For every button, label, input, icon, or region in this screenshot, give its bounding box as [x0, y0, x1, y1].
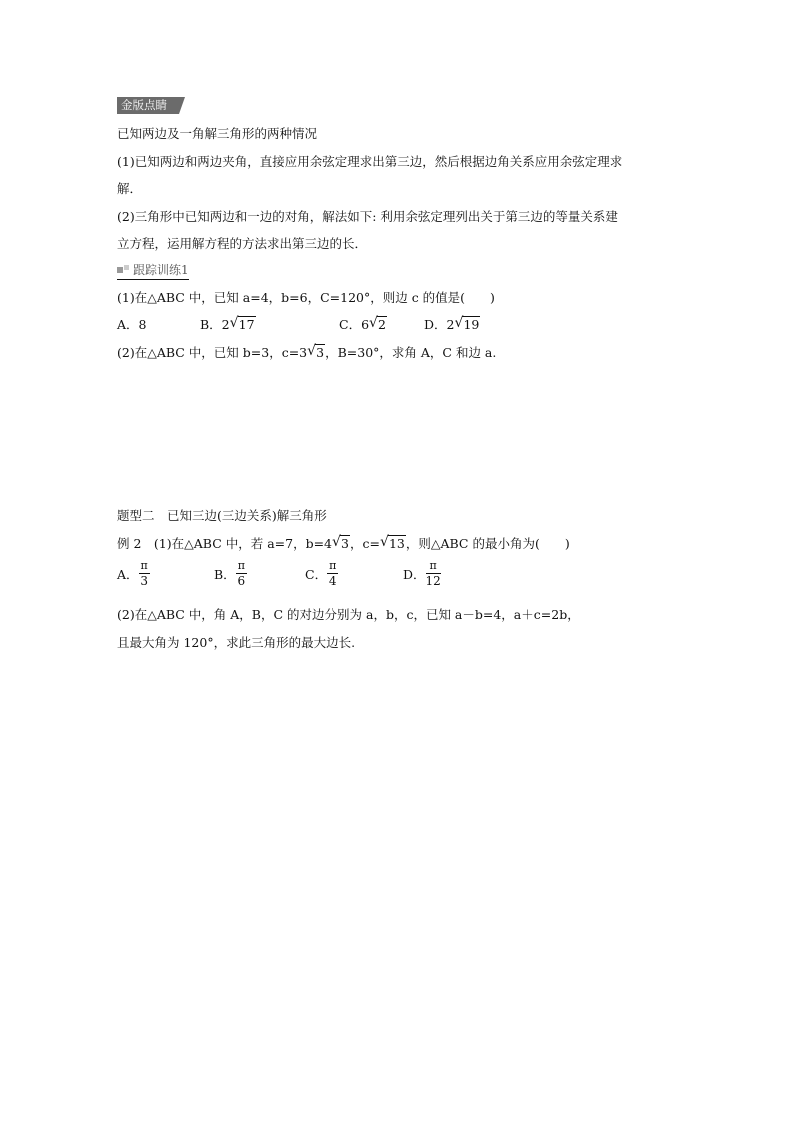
denominator: 12	[425, 574, 441, 588]
numerator: π	[237, 559, 245, 572]
ex-radicand-1: 3	[341, 536, 349, 551]
option-label: C．	[305, 567, 328, 582]
option-c	[339, 315, 387, 333]
type2-option-c	[305, 559, 338, 589]
option-label: A．	[117, 567, 139, 582]
type2-heading: 题型二 已知三边(三边关系)解三角形	[117, 508, 327, 523]
square-small-icon	[124, 265, 129, 270]
fraction	[426, 559, 441, 589]
option-b	[200, 315, 256, 333]
numerator: π	[329, 559, 337, 572]
option-b-radicand: 17	[238, 317, 255, 332]
section-badge: 金版点睛	[117, 97, 179, 114]
option-label: B．	[214, 567, 236, 582]
option-c-prefix: C．6	[339, 317, 370, 332]
type2-question-2-line-1: (2)在△ABC 中，角 A，B，C 的对边分别为 a，b，c，已知 a－b=4，a＋c=2b，	[117, 607, 580, 622]
square-icon	[117, 267, 123, 273]
example-2-question-1	[117, 534, 570, 552]
paragraph-1-line-2: 解．	[117, 181, 143, 196]
sqrt-symbol: √ 3	[332, 534, 349, 551]
paragraph-1-line-1: (1)已知两边和两边夹角，直接应用余弦定理求出第三边，然后根据边角关系应用余弦定理求	[117, 154, 623, 169]
q2-suffix: ，B=30°，求角 A，C 和边 a.	[325, 345, 497, 360]
ex-middle: ，c=	[349, 536, 380, 551]
ex-radicand-2: 13	[388, 536, 405, 551]
section-heading: 已知两边及一角解三角形的两种情况	[117, 126, 318, 141]
tracking-question-2	[117, 343, 496, 361]
option-c-radicand: 2	[378, 317, 386, 332]
tracking-exercise-label	[117, 261, 189, 280]
ex-suffix: ，则△ABC 的最小角为( )	[405, 536, 570, 551]
q2-radicand: 3	[316, 345, 325, 360]
option-label: D．	[403, 567, 426, 582]
numerator: π	[426, 559, 441, 574]
option-b-prefix: B．2	[200, 317, 230, 332]
numerator: π	[140, 559, 148, 572]
paragraph-2-line-2: 立方程，运用解方程的方法求出第三边的长．	[117, 236, 368, 251]
sqrt-symbol: √ 17	[229, 315, 255, 332]
denominator: 4	[328, 574, 337, 588]
fraction	[327, 559, 338, 589]
type2-option-b	[214, 559, 247, 589]
option-d-prefix: D．2	[424, 317, 455, 332]
paragraph-2-line-1: (2)三角形中已知两边和一边的对角，解法如下: 利用余弦定理列出关于第三边的等量关系建	[117, 209, 618, 224]
type2-question-2-line-2: 且最大角为 120°，求此三角形的最大边长.	[117, 635, 356, 650]
tracking-label-text: 跟踪训练1	[133, 263, 189, 277]
denominator: 6	[237, 574, 246, 588]
type2-option-a	[117, 559, 150, 589]
fraction	[139, 559, 150, 589]
sqrt-symbol: √ 2	[369, 315, 386, 332]
denominator: 3	[140, 574, 148, 588]
q2-prefix: (2)在△ABC 中，已知 b=3，c=3	[117, 345, 308, 360]
sqrt-symbol: √ 13	[379, 534, 405, 551]
sqrt-symbol: √ 3	[307, 343, 325, 360]
option-d	[424, 315, 480, 333]
tracking-question-1: (1)在△ABC 中，已知 a=4，b=6，C=120°，则边 c 的值是( )	[117, 290, 495, 305]
sqrt-symbol: √ 19	[454, 315, 480, 332]
fraction	[236, 559, 247, 589]
option-d-radicand: 19	[463, 317, 480, 332]
ex-prefix: 例 2 (1)在△ABC 中，若 a=7，b=4	[117, 536, 333, 551]
type2-option-d	[403, 559, 441, 589]
option-a: A．8	[117, 317, 147, 332]
